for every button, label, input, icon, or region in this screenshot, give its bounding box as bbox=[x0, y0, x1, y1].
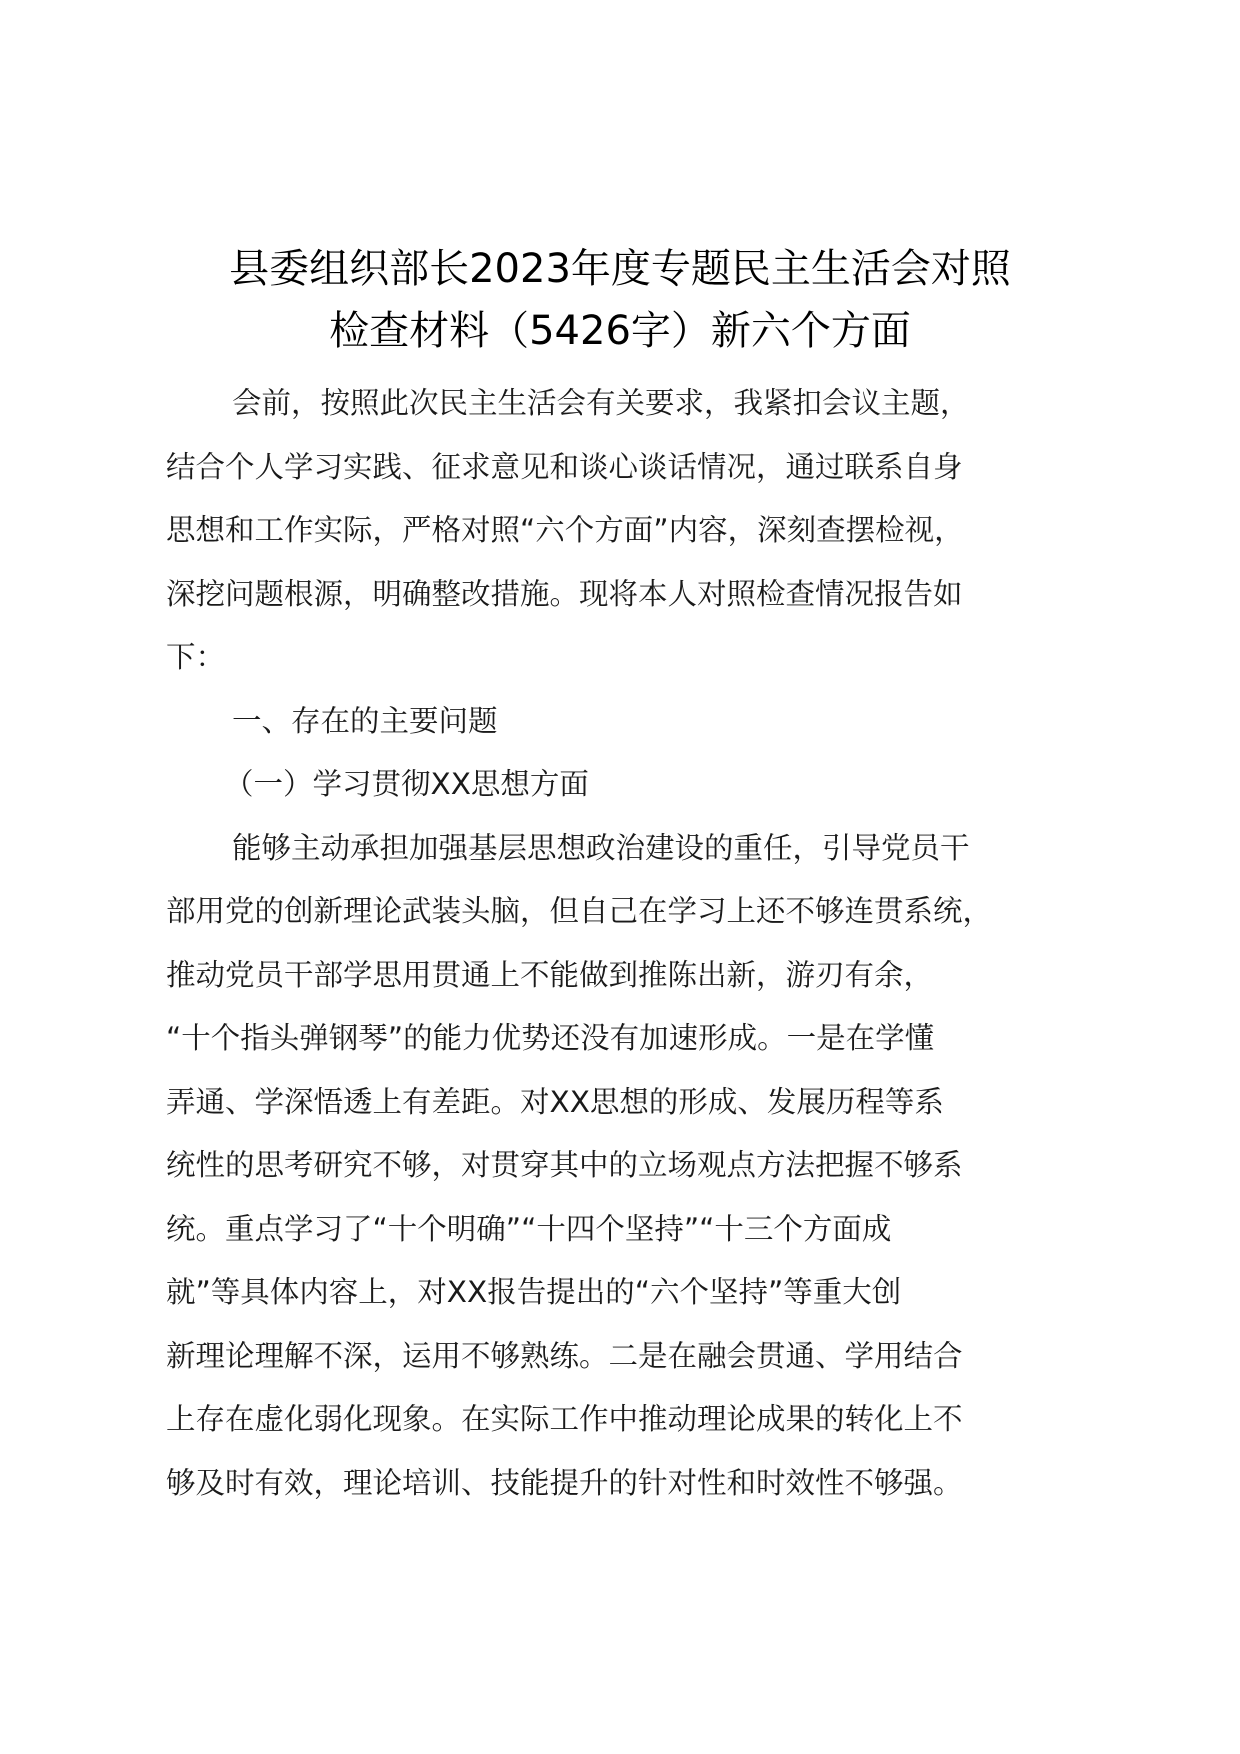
body-line: 部用党的创新理论武装头脑，但自己在学习上还不够连贯系统， bbox=[166, 894, 993, 928]
intro-paragraph bbox=[166, 372, 1086, 690]
body-line: 上存在虚化弱化现象。在实际工作中推动理论成果的转化上不 bbox=[166, 1402, 963, 1436]
section-heading: 一、存在的主要问题 bbox=[232, 703, 498, 738]
intro-line: 结合个人学习实践、征求意见和谈心谈话情况，通过联系自身 bbox=[166, 449, 963, 484]
document-title bbox=[150, 238, 1090, 362]
body-line: 就”等具体内容上，对XX报告提出的“六个坚持”等重大创 bbox=[166, 1275, 902, 1309]
title-line-2: 检查材料（5426字）新六个方面 bbox=[329, 308, 911, 354]
body-line: “十个指头弹钢琴”的能力优势还没有加速形成。一是在学懂 bbox=[166, 1021, 935, 1055]
body-line: 推动党员干部学思用贯通上不能做到推陈出新，游刃有余， bbox=[166, 957, 934, 992]
intro-line: 会前，按照此次民主生活会有关要求，我紧扣会议主题， bbox=[232, 386, 970, 420]
intro-line: 思想和工作实际，严格对照“六个方面”内容，深刻查摆检视， bbox=[166, 513, 964, 547]
title-line-1: 县委组织部长2023年度专题民主生活会对照 bbox=[229, 246, 1011, 292]
body-line: 弄通、学深悟透上有差距。对XX思想的形成、发展历程等系 bbox=[166, 1084, 944, 1119]
body-line: 新理论理解不深，运用不够熟练。二是在融会贯通、学用结合 bbox=[166, 1338, 963, 1373]
subsection-heading: （一）学习贯彻XX思想方面 bbox=[224, 767, 589, 801]
body-line: 统性的思考研究不够，对贯穿其中的立场观点方法把握不够系 bbox=[166, 1148, 963, 1182]
body-line: 统。重点学习了“十个明确”“十四个坚持”“十三个方面成 bbox=[166, 1211, 892, 1246]
body-line: 能够主动承担加强基层思想政治建设的重任，引导党员干 bbox=[232, 830, 970, 865]
document-body bbox=[166, 372, 1086, 1515]
body-paragraph bbox=[166, 817, 1086, 1516]
body-line: 够及时有效，理论培训、技能提升的针对性和时效性不够强。 bbox=[166, 1465, 963, 1500]
intro-line: 下： bbox=[166, 640, 226, 674]
intro-line: 深挖问题根源，明确整改措施。现将本人对照检查情况报告如 bbox=[166, 576, 963, 611]
